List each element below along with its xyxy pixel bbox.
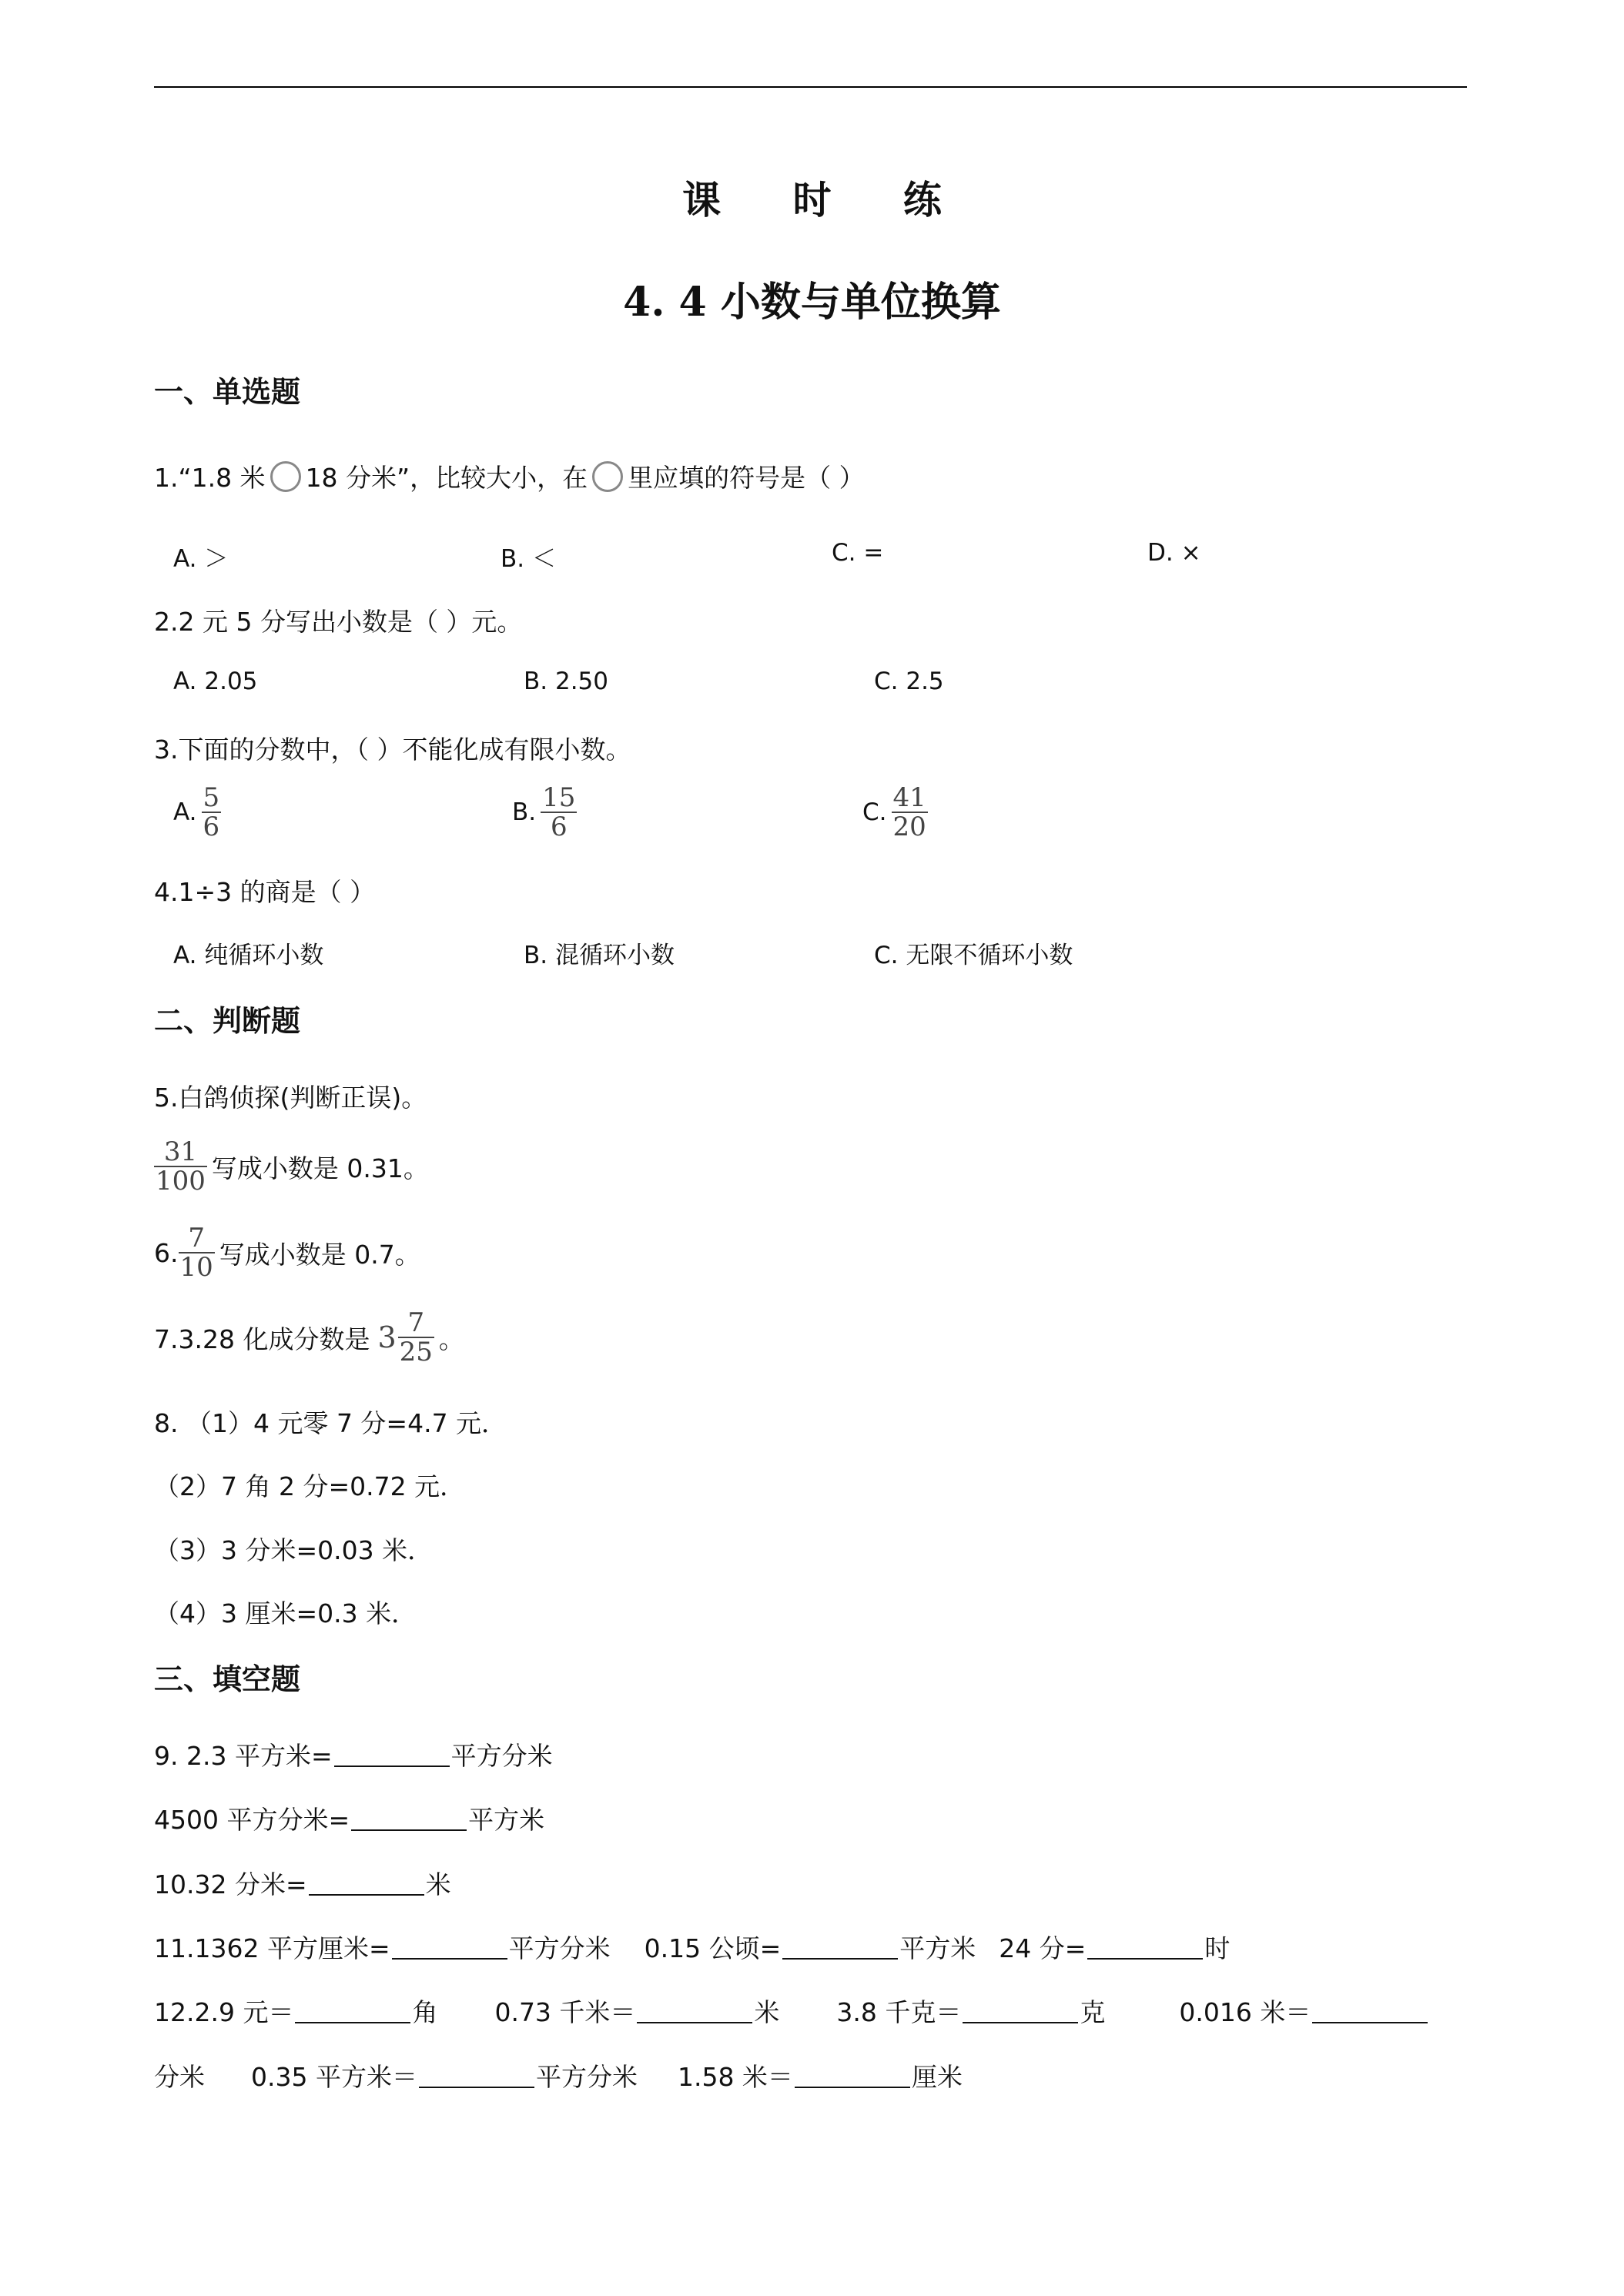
answer-blank [963,1999,1078,2023]
question-1 [154,458,865,494]
q12-unit-j: 平方分米 [535,2062,638,2092]
answer-blank [351,1806,467,1831]
q12-text-c: 0.73 千米＝ [494,1997,636,2027]
fraction [154,1138,207,1195]
fraction-denominator: 10 [179,1252,213,1283]
q12-text-k: 1.58 米＝ [677,2062,793,2092]
fraction-numerator: 41 [892,782,926,813]
header-rule [154,86,1467,88]
fraction-denominator: 100 [156,1166,206,1197]
q11-text-a: 11.1362 平方厘米= [154,1933,390,1963]
q12-unit-l: 厘米 [911,2062,963,2092]
q12-text-e: 3.8 千克＝ [836,1997,962,2027]
q4-option-a: A. 纯循环小数 [173,942,324,969]
q9-a-text: 9. 2.3 平方米= [154,1741,333,1771]
q10-text: 10.32 分米= [154,1869,307,1899]
page-subtitle: 4. 4 小数与单位换算 [623,279,1001,326]
question-6 [154,1224,420,1281]
question-10 [154,1865,451,1901]
answer-blank [1312,1999,1428,2023]
q1-option-a: A. ＞ [173,545,229,573]
answer-blank [795,2063,910,2088]
question-8-part-2: （2）7 角 2 分=0.72 元． [154,1471,466,1501]
fraction [202,784,222,841]
question-4: 4.1÷3 的商是（ ） [154,877,376,907]
q3-option-a-label: A. [173,798,197,826]
q11-text-c: 0.15 公顷= [644,1933,782,1963]
fraction-numerator: 5 [203,782,220,813]
q12-text-a: 12.2.9 元＝ [154,1997,294,2027]
q7-prefix: 7.3.28 化成分数是 [154,1324,370,1354]
answer-blank [782,1935,898,1960]
q4-option-b: B. 混循环小数 [524,942,675,969]
q6-statement-text: 写成小数是 0.7。 [219,1239,420,1270]
q11-unit-b: 平方分米 [508,1933,611,1963]
q3-option-c [862,784,933,841]
q7-suffix: 。 [438,1324,464,1354]
mixed-number-whole: 3 [377,1320,397,1354]
q1-text-part2: 18 分米”，比较大小，在 [305,463,588,493]
q12-text-g: 0.016 米＝ [1179,1997,1311,2027]
answer-blank [295,1999,410,2023]
q2-option-b: B. 2.50 [524,668,608,695]
question-11 [154,1929,1230,1965]
question-9-a [154,1736,553,1772]
page-title: 课 时 练 [682,177,971,223]
question-8-part-3: （3）3 分米=0.03 米． [154,1535,434,1565]
fraction-denominator: 20 [892,812,926,842]
question-3: 3.下面的分数中，（ ）不能化成有限小数。 [154,735,631,765]
fraction-numerator: 7 [407,1307,425,1338]
question-2: 2.2 元 5 分写出小数是（ ）元。 [154,607,523,637]
question-5: 5.白鸽侦探(判断正误)。 [154,1083,427,1113]
question-5-statement [154,1138,429,1195]
q2-option-c: C. 2.5 [874,668,944,695]
q4-option-c: C. 无限不循环小数 [874,942,1073,969]
q11-text-e: 24 分= [999,1933,1087,1963]
fraction-numerator: 31 [163,1136,198,1167]
q3-option-b-label: B. [512,798,537,826]
section-heading-fill-in: 三、填空题 [154,1662,301,1696]
answer-blank [334,1742,450,1767]
q3-option-b [512,784,581,841]
q5-statement-text: 写成小数是 0.31。 [211,1153,429,1183]
q1-option-c: C. = [832,539,884,567]
fraction-numerator: 7 [188,1223,205,1253]
comparison-circle-icon [592,461,623,492]
q1-option-b: B. ＜ [501,545,556,573]
fraction [541,784,577,841]
q9-a-unit: 平方分米 [450,1741,553,1771]
q3-option-a [173,784,226,841]
answer-blank [392,1935,507,1960]
section-heading-true-false: 二、判断题 [154,1003,301,1038]
question-8-part-4: （4）3 厘米=0.3 米． [154,1598,417,1628]
fraction-numerator: 15 [542,782,576,813]
q1-text-part1: 1.“1.8 米 [154,463,266,493]
question-7 [154,1309,464,1366]
question-9-b [154,1800,544,1836]
q11-unit-f: 时 [1204,1933,1231,1963]
q6-prefix: 6. [154,1237,179,1268]
q11-unit-d: 平方米 [899,1933,976,1963]
q2-option-a: A. 2.05 [173,668,258,695]
fraction [398,1309,434,1366]
q1-option-d: D. × [1147,539,1201,567]
q12-text-i: 0.35 平方米＝ [251,2062,417,2092]
question-12-line-1 [154,1993,1429,2029]
answer-blank [419,2063,534,2088]
q12-unit-b: 角 [412,1997,438,2027]
section-heading-single-choice: 一、单选题 [154,374,301,409]
comparison-circle-icon [270,461,301,492]
question-12-line-2 [154,2057,963,2094]
fraction-denominator: 6 [550,812,568,842]
q1-text-part3: 里应填的符号是（ ） [628,463,865,493]
answer-blank [1087,1935,1203,1960]
q3-option-c-label: C. [862,798,887,826]
q12-unit-d: 米 [754,1997,780,2027]
fraction [179,1224,215,1281]
fraction-denominator: 25 [399,1337,433,1367]
question-8-part-1: 8. （1）4 元零 7 分=4.7 元． [154,1408,507,1438]
q9-b-text: 4500 平方分米= [154,1805,350,1835]
q12-unit-f: 克 [1080,1997,1106,2027]
q12-unit-h: 分米 [154,2062,205,2092]
answer-blank [309,1871,424,1896]
answer-blank [637,1999,752,2023]
q9-b-unit: 平方米 [468,1805,545,1835]
fraction-denominator: 6 [203,812,220,842]
fraction [892,784,928,841]
q10-unit: 米 [425,1869,451,1899]
